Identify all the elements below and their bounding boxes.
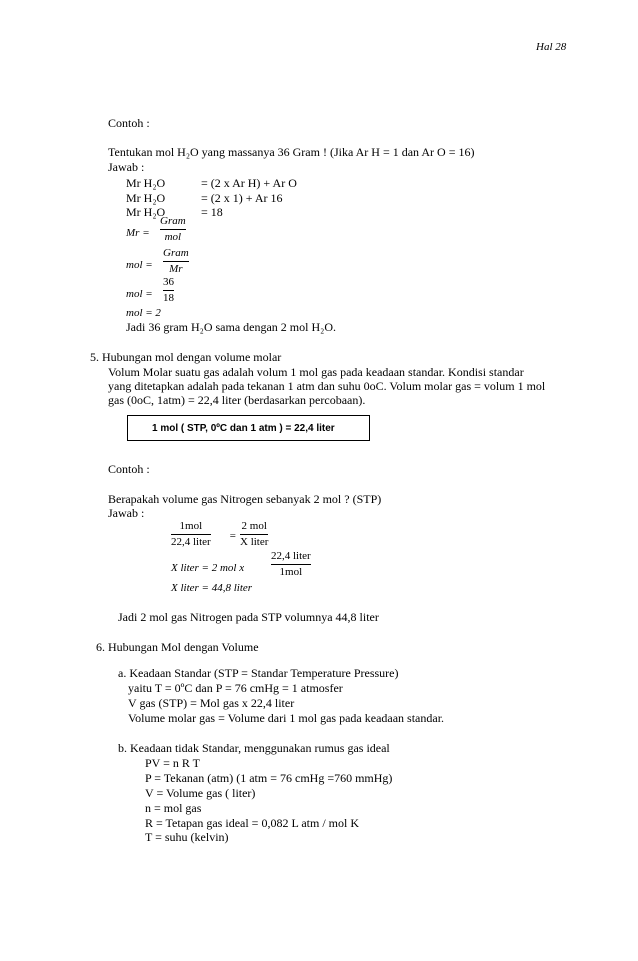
section-heading: 5. Hubungan mol dengan volume molar	[90, 350, 282, 364]
example-conclusion: Jadi 36 gram H₂O sama dengan 2 mol H₂O.	[126, 320, 336, 334]
fraction-bar	[240, 534, 268, 535]
denominator: 18	[163, 292, 174, 304]
subsection-line: n = mol gas	[145, 801, 202, 815]
denominator: X liter	[240, 536, 269, 548]
fraction-bar	[271, 564, 311, 565]
mr-row-left: Mr H₂O	[126, 191, 166, 205]
page-number: Hal 28	[536, 41, 567, 53]
example-label: Contoh :	[108, 116, 150, 130]
denominator: mol	[164, 231, 182, 243]
numerator: 2 mol	[241, 520, 267, 532]
section-paragraph-line: gas (0oC, 1atm) = 22,4 liter (berdasarkan percobaan).	[108, 393, 366, 407]
answer-label: Jawab :	[108, 506, 145, 520]
formula-mr-fraction	[160, 215, 186, 244]
subsection-heading: a. Keadaan Standar (STP = Standar Temperature Pressure)	[118, 666, 399, 680]
volume-result: X liter = 44,8 liter	[171, 582, 253, 594]
mr-row-right: = (2 x Ar H) + Ar O	[201, 176, 297, 190]
numerator: 36	[163, 276, 174, 288]
fraction-bar	[163, 261, 189, 262]
fraction-bar	[160, 229, 186, 230]
ratio-equals: =	[229, 530, 237, 542]
volume-formula-fraction	[271, 550, 311, 579]
numerator: Gram	[160, 215, 186, 227]
subsection-line: PV = n R T	[145, 756, 201, 770]
subsection-line: V gas (STP) = Mol gas x 22,4 liter	[128, 696, 295, 710]
answer-label: Jawab :	[108, 160, 145, 174]
denominator: 22,4 liter	[171, 536, 211, 548]
numerator: 1mol	[179, 520, 203, 532]
example-conclusion: Jadi 2 mol gas Nitrogen pada STP volumnya 44,8 liter	[118, 610, 379, 624]
formula-mr-lhs: Mr =	[126, 227, 150, 239]
mr-row-right: = (2 x 1) + Ar 16	[201, 191, 283, 205]
subsection-line: V = Volume gas ( liter)	[145, 786, 256, 800]
subsection-heading: b. Keadaan tidak Standar, menggunakan rumus gas ideal	[118, 741, 390, 755]
subsection-line: yaitu T = 0ºC dan P = 76 cmHg = 1 atmosfer	[128, 681, 343, 695]
mr-row-left: Mr H₂O	[126, 205, 166, 219]
example-question: Berapakah volume gas Nitrogen sebanyak 2 mol ? (STP)	[108, 492, 382, 506]
denominator: 1mol	[279, 566, 303, 578]
ratio-right-fraction	[240, 520, 268, 549]
numerator: 22,4 liter	[271, 550, 311, 562]
subsection-line: R = Tetapan gas ideal = 0,082 L atm / mol K	[145, 816, 359, 830]
example-question: Tentukan mol H₂O yang massanya 36 Gram ! (Jika Ar H = 1 dan Ar O = 16)	[108, 145, 475, 159]
volume-formula-lhs: X liter = 2 mol x	[171, 562, 245, 574]
ratio-left-fraction	[171, 520, 211, 549]
formula-mol-value-lhs: mol =	[126, 288, 153, 300]
fraction-bar	[163, 290, 174, 291]
mr-row-right: = 18	[201, 205, 223, 219]
subsection-line: T = suhu (kelvin)	[145, 830, 229, 844]
denominator: Mr	[169, 263, 183, 275]
subsection-line: P = Tekanan (atm) (1 atm = 76 cmHg =760 mmHg)	[145, 771, 393, 785]
subsection-line: Volume molar gas = Volume dari 1 mol gas pada keadaan standar.	[128, 711, 445, 725]
molar-volume-box: 1 mol ( STP, 0ºC dan 1 atm ) = 22,4 liter	[127, 415, 370, 441]
mr-row-left: Mr H₂O	[126, 176, 166, 190]
section-paragraph-line: yang ditetapkan adalah pada tekanan 1 atm dan suhu 0oC. Volum molar gas = volum 1 mol	[108, 379, 546, 393]
section-paragraph-line: Volum Molar suatu gas adalah volum 1 mol gas pada keadaan standar. Kondisi standar	[108, 365, 524, 379]
fraction-bar	[171, 534, 211, 535]
formula-mol-value-fraction	[163, 276, 174, 305]
formula-mol-lhs: mol =	[126, 259, 153, 271]
example-label: Contoh :	[108, 462, 150, 476]
formula-mol-result: mol = 2	[126, 307, 161, 319]
section-heading: 6. Hubungan Mol dengan Volume	[96, 640, 259, 654]
formula-mol-fraction	[163, 247, 189, 276]
numerator: Gram	[163, 247, 189, 259]
